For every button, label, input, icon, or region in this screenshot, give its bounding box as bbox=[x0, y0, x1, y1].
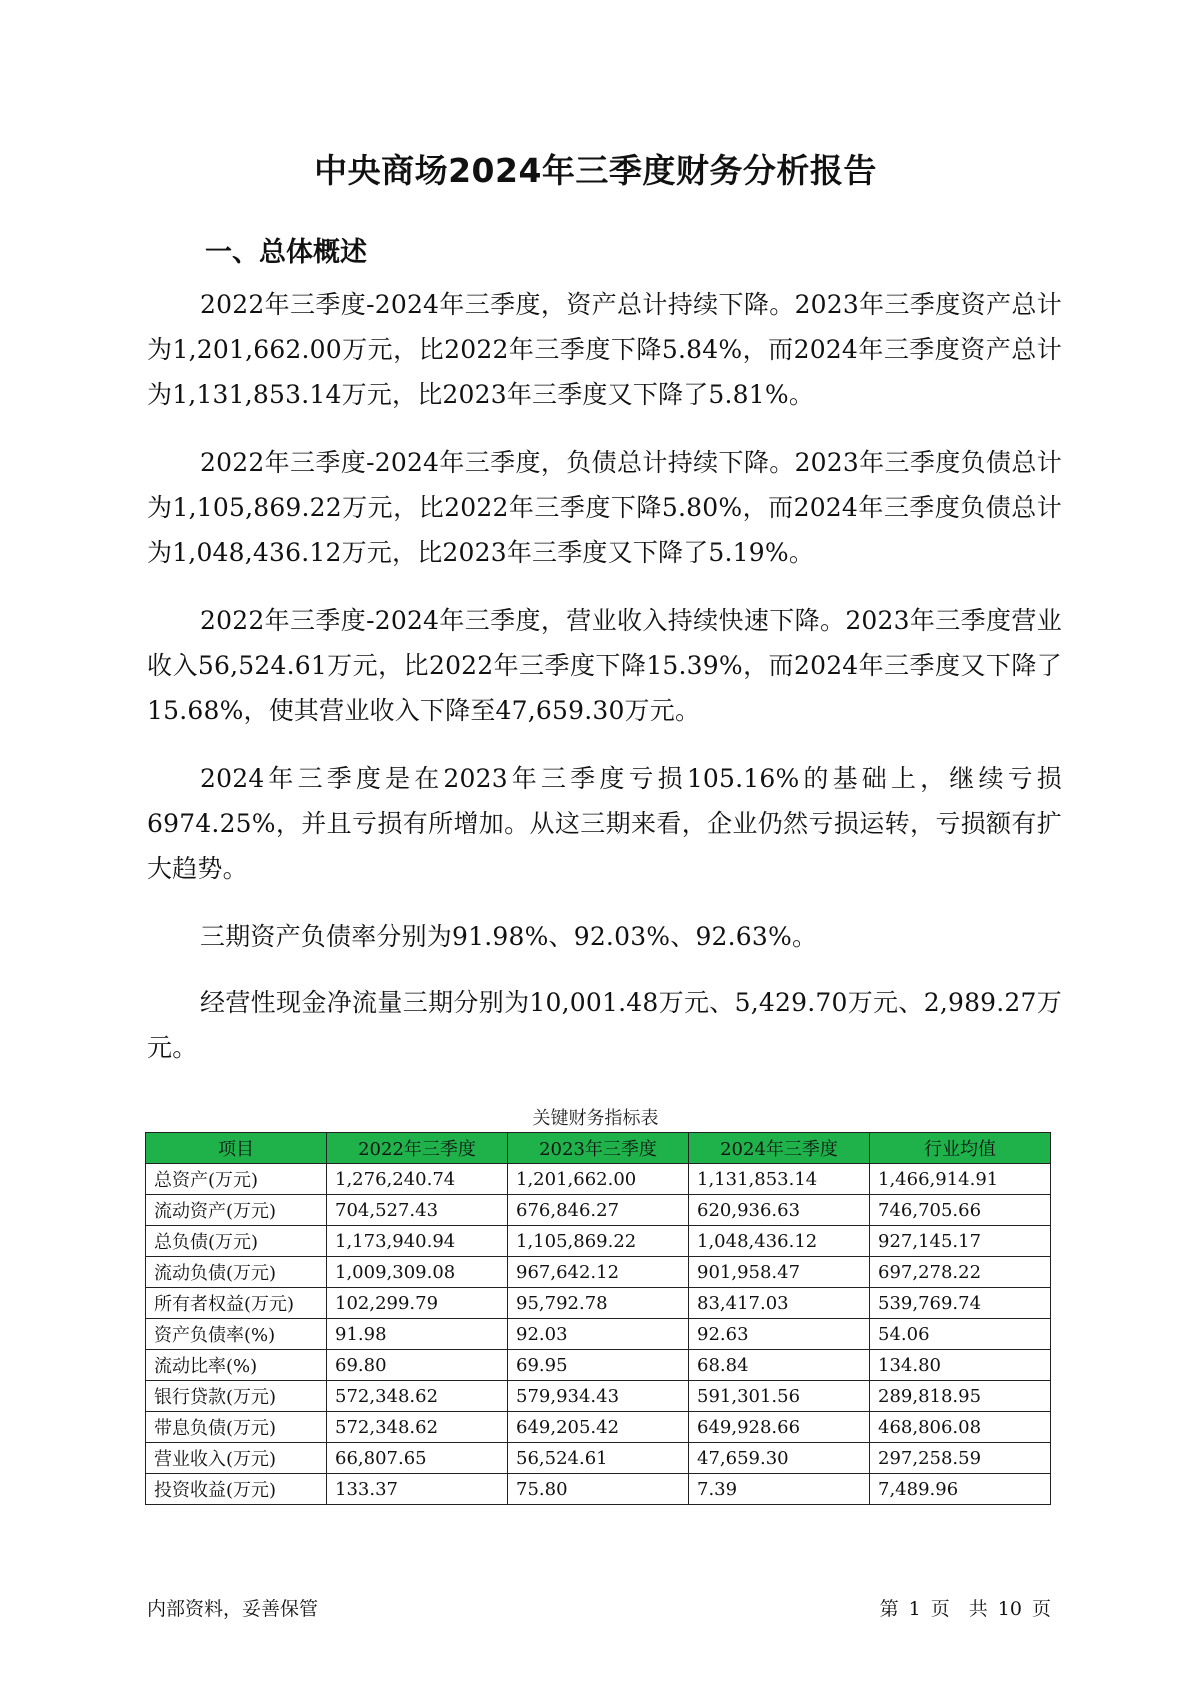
table-cell: 1,048,436.12 bbox=[689, 1226, 870, 1257]
table-cell: 91.98 bbox=[327, 1319, 508, 1350]
table-cell: 56,524.61 bbox=[508, 1443, 689, 1474]
table-cell: 620,936.63 bbox=[689, 1195, 870, 1226]
table-cell: 134.80 bbox=[870, 1350, 1051, 1381]
table-cell: 967,642.12 bbox=[508, 1257, 689, 1288]
paragraph-cash-flow: 经营性现金净流量三期分别为10,001.48万元、5,429.70万元、2,989.27万元。 bbox=[147, 988, 1062, 1062]
table-row bbox=[146, 1412, 1051, 1443]
table-row bbox=[146, 1319, 1051, 1350]
table-cell: 1,131,853.14 bbox=[689, 1164, 870, 1195]
table-row bbox=[146, 1288, 1051, 1319]
table-cell: 572,348.62 bbox=[327, 1381, 508, 1412]
paragraph-loss: 2024年三季度是在2023年三季度亏损105.16%的基础上，继续亏损6974.25%，并且亏损有所增加。从这三期来看，企业仍然亏损运转，亏损额有扩大趋势。 bbox=[147, 764, 1062, 883]
row-label: 带息负债(万元) bbox=[146, 1412, 327, 1443]
table-cell: 1,105,869.22 bbox=[508, 1226, 689, 1257]
paragraph-revenue: 2022年三季度-2024年三季度，营业收入持续快速下降。2023年三季度营业收入56,524.61万元，比2022年三季度下降15.39%，而2024年三季度又下降了15.68%，使其营业收入下降至47,659.30万元。 bbox=[147, 606, 1062, 725]
footer-confidential-note: 内部资料，妥善保管 bbox=[147, 1598, 319, 1620]
table-row bbox=[146, 1381, 1051, 1412]
table-cell: 7,489.96 bbox=[870, 1474, 1051, 1505]
table-cell: 92.03 bbox=[508, 1319, 689, 1350]
table-cell: 1,466,914.91 bbox=[870, 1164, 1051, 1195]
table-cell: 92.63 bbox=[689, 1319, 870, 1350]
table-cell: 289,818.95 bbox=[870, 1381, 1051, 1412]
table-row bbox=[146, 1195, 1051, 1226]
row-label: 所有者权益(万元) bbox=[146, 1288, 327, 1319]
paragraph-debt-ratio: 三期资产负债率分别为91.98%、92.03%、92.63%。 bbox=[200, 922, 818, 951]
section-heading: 一、总体概述 bbox=[205, 237, 367, 268]
table-row bbox=[146, 1443, 1051, 1474]
table-cell: 1,201,662.00 bbox=[508, 1164, 689, 1195]
row-label: 流动比率(%) bbox=[146, 1350, 327, 1381]
footer-page-number: 第 1 页 共 10 页 bbox=[879, 1598, 1051, 1620]
row-label: 总资产(万元) bbox=[146, 1164, 327, 1195]
row-label: 投资收益(万元) bbox=[146, 1474, 327, 1505]
table-cell: 54.06 bbox=[870, 1319, 1051, 1350]
row-label: 总负债(万元) bbox=[146, 1226, 327, 1257]
row-label: 流动负债(万元) bbox=[146, 1257, 327, 1288]
table-cell: 7.39 bbox=[689, 1474, 870, 1505]
header-2023q3: 2023年三季度 bbox=[508, 1133, 689, 1164]
table-cell: 927,145.17 bbox=[870, 1226, 1051, 1257]
table-cell: 697,278.22 bbox=[870, 1257, 1051, 1288]
table-cell: 591,301.56 bbox=[689, 1381, 870, 1412]
paragraph-assets: 2022年三季度-2024年三季度，资产总计持续下降。2023年三季度资产总计为1,201,662.00万元，比2022年三季度下降5.84%，而2024年三季度资产总计为1,131,853.14万元，比2023年三季度又下降了5.81%。 bbox=[147, 290, 1062, 409]
table-row bbox=[146, 1350, 1051, 1381]
table-cell: 102,299.79 bbox=[327, 1288, 508, 1319]
table-cell: 75.80 bbox=[508, 1474, 689, 1505]
table-cell: 704,527.43 bbox=[327, 1195, 508, 1226]
table-cell: 468,806.08 bbox=[870, 1412, 1051, 1443]
table-cell: 95,792.78 bbox=[508, 1288, 689, 1319]
table-row bbox=[146, 1226, 1051, 1257]
table-cell: 66,807.65 bbox=[327, 1443, 508, 1474]
table-cell: 1,276,240.74 bbox=[327, 1164, 508, 1195]
row-label: 流动资产(万元) bbox=[146, 1195, 327, 1226]
table-cell: 297,258.59 bbox=[870, 1443, 1051, 1474]
header-2022q3: 2022年三季度 bbox=[327, 1133, 508, 1164]
table-header-row bbox=[146, 1133, 1051, 1164]
row-label: 银行贷款(万元) bbox=[146, 1381, 327, 1412]
paragraph-liabilities: 2022年三季度-2024年三季度，负债总计持续下降。2023年三季度负债总计为1,105,869.22万元，比2022年三季度下降5.80%，而2024年三季度负债总计为1,048,436.12万元，比2023年三季度又下降了5.19%。 bbox=[147, 448, 1062, 567]
table-cell: 676,846.27 bbox=[508, 1195, 689, 1226]
table-cell: 901,958.47 bbox=[689, 1257, 870, 1288]
table-cell: 649,928.66 bbox=[689, 1412, 870, 1443]
table-cell: 69.80 bbox=[327, 1350, 508, 1381]
table-cell: 83,417.03 bbox=[689, 1288, 870, 1319]
table-cell: 47,659.30 bbox=[689, 1443, 870, 1474]
table-row bbox=[146, 1257, 1051, 1288]
table-row bbox=[146, 1474, 1051, 1505]
header-item: 项目 bbox=[146, 1133, 327, 1164]
table-cell: 746,705.66 bbox=[870, 1195, 1051, 1226]
table-cell: 69.95 bbox=[508, 1350, 689, 1381]
header-2024q3: 2024年三季度 bbox=[689, 1133, 870, 1164]
table-cell: 572,348.62 bbox=[327, 1412, 508, 1443]
row-label: 资产负债率(%) bbox=[146, 1319, 327, 1350]
table-cell: 579,934.43 bbox=[508, 1381, 689, 1412]
table-cell: 539,769.74 bbox=[870, 1288, 1051, 1319]
table-cell: 133.37 bbox=[327, 1474, 508, 1505]
row-label: 营业收入(万元) bbox=[146, 1443, 327, 1474]
table-cell: 68.84 bbox=[689, 1350, 870, 1381]
header-industry-avg: 行业均值 bbox=[870, 1133, 1051, 1164]
table-caption: 关键财务指标表 bbox=[532, 1108, 659, 1129]
table-row bbox=[146, 1164, 1051, 1195]
table-cell: 1,173,940.94 bbox=[327, 1226, 508, 1257]
page-title: 中央商场2024年三季度财务分析报告 bbox=[314, 151, 877, 190]
key-financial-indicators-table bbox=[145, 1132, 1051, 1505]
table-cell: 649,205.42 bbox=[508, 1412, 689, 1443]
table-cell: 1,009,309.08 bbox=[327, 1257, 508, 1288]
